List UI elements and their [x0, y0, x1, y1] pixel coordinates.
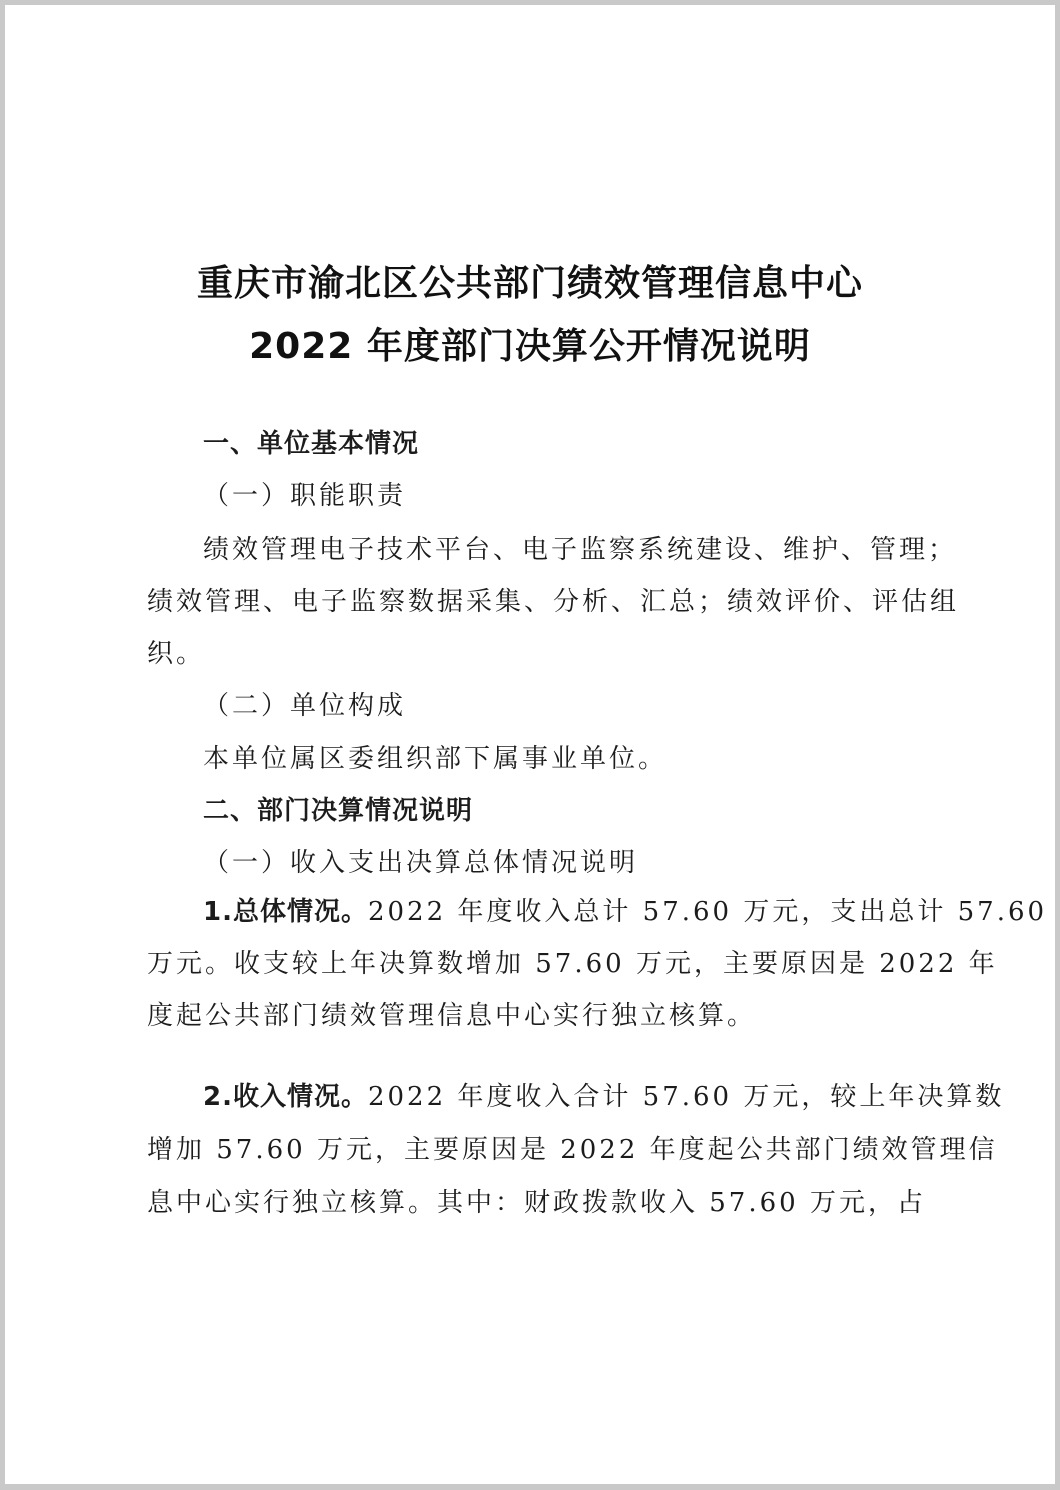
paragraph-1-line-3: 织。 — [147, 639, 206, 669]
paragraph-2-line-1: 本单位属区委组织部下属事业单位。 — [203, 744, 668, 774]
subsection-heading-1: （一）职能职责 — [203, 481, 407, 511]
paragraph-1-line-2: 绩效管理、电子监察数据采集、分析、汇总；绩效评价、评估组 — [147, 587, 960, 617]
paragraph-3-lead: 1.总体情况。 — [203, 897, 368, 927]
paragraph-3-line-1-text: 2022 年度收入总计 57.60 万元，支出总计 57.60 — [367, 897, 1048, 927]
document-title-line1: 重庆市渝北区公共部门绩效管理信息中心 — [196, 263, 863, 304]
paragraph-4-line-1-text: 2022 年度收入合计 57.60 万元，较上年决算数 — [367, 1082, 1005, 1112]
subsection-heading-3: （一）收入支出决算总体情况说明 — [203, 848, 639, 878]
paragraph-3-line-3: 度起公共部门绩效管理信息中心实行独立核算。 — [147, 1001, 757, 1031]
paragraph-4-lead: 2.收入情况。 — [203, 1082, 368, 1112]
document-title-line2: 2022 年度部门决算公开情况说明 — [249, 326, 811, 367]
paragraph-4-line-1 — [203, 1076, 1004, 1113]
document-page — [5, 5, 1055, 1484]
paragraph-1-line-1: 绩效管理电子技术平台、电子监察系统建设、维护、管理； — [203, 535, 958, 565]
subsection-heading-2: （二）单位构成 — [203, 691, 407, 721]
section-heading-1: 一、单位基本情况 — [203, 429, 420, 459]
paragraph-3-line-2: 万元。收支较上年决算数增加 57.60 万元，主要原因是 2022 年 — [147, 949, 998, 979]
section-heading-2: 二、部门决算情况说明 — [203, 796, 474, 826]
paragraph-3-line-1 — [203, 891, 1047, 928]
paragraph-4-line-2: 增加 57.60 万元，主要原因是 2022 年度起公共部门绩效管理信 — [147, 1135, 998, 1165]
paragraph-4-line-3: 息中心实行独立核算。其中：财政拨款收入 57.60 万元，占 — [147, 1188, 926, 1218]
